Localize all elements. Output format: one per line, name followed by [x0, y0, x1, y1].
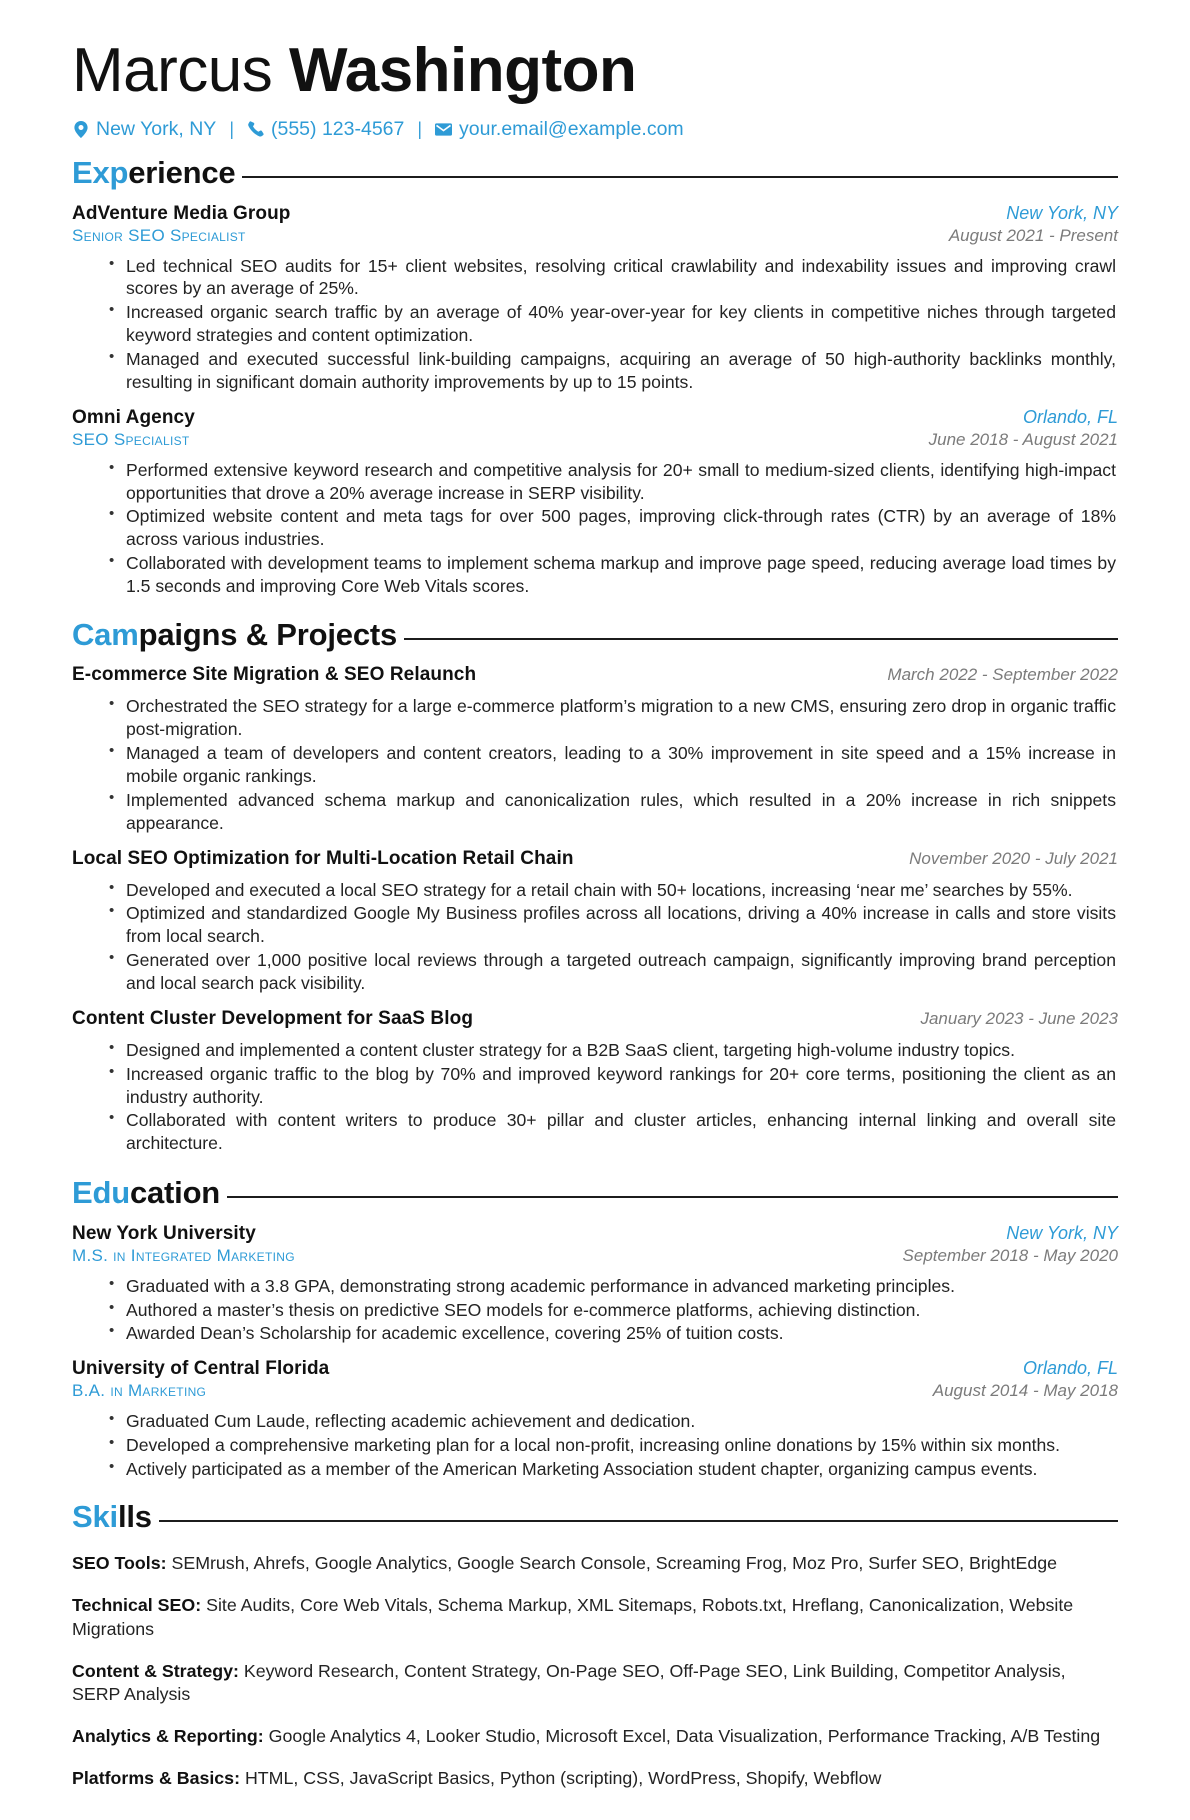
entry-location: New York, NY	[1006, 1222, 1118, 1243]
entry-sub-row	[72, 225, 1118, 246]
bullet-item: • Graduated with a 3.8 GPA, demonstrating strong academic performance in advanced marketing principles.	[126, 1275, 1118, 1298]
project-entry	[72, 1008, 1118, 1155]
bullet-item: • Designed and implemented a content cluster strategy for a B2B SaaS client, targeting high-volume industry topics.	[126, 1039, 1118, 1062]
experience-entry	[72, 203, 1118, 394]
candidate-name	[72, 38, 1118, 105]
project-entry	[72, 664, 1118, 834]
entry-sub-row	[72, 1245, 1118, 1266]
bullet-item: • Collaborated with content writers to produce 30+ pillar and cluster articles, enhancing internal linking and overall site architecture.	[126, 1109, 1118, 1155]
contact-separator-1: |	[229, 118, 234, 139]
contact-phone	[247, 118, 404, 141]
section-education	[72, 1177, 1118, 1481]
section-skills	[72, 1498, 1118, 1790]
entry-top-row	[72, 1223, 1118, 1245]
entry-date: January 2023 - June 2023	[920, 1008, 1118, 1028]
section-experience	[72, 154, 1118, 598]
bullet-item: • Generated over 1,000 positive local reviews through a targeted outreach campaign, significantly improving brand perception and local search pack visibility.	[126, 949, 1118, 995]
experience-entry	[72, 407, 1118, 598]
envelope-icon	[435, 121, 452, 138]
skill-items: Keyword Research, Content Strategy, On-Page SEO, Off-Page SEO, Link Building, Competitor Analysis, SERP Analysis	[72, 1660, 1066, 1704]
entry-organization: AdVenture Media Group	[72, 202, 291, 224]
section-rule	[227, 1196, 1118, 1198]
contact-separator-2: |	[417, 118, 423, 139]
entry-role: SEO Specialist	[72, 429, 190, 449]
entry-top-row	[72, 1008, 1118, 1030]
entry-date: November 2020 - July 2021	[909, 848, 1118, 868]
entry-organization: University of Central Florida	[72, 1358, 330, 1380]
bullet-item: • Optimized and standardized Google My Business profiles across all locations, driving a 40% increase in calls and store visits from local search.	[126, 902, 1118, 948]
bullet-item: • Collaborated with development teams to implement schema markup and improve page speed, reducing average load times by 1.5 seconds and improving Core Web Vitals scores.	[126, 552, 1118, 598]
entry-top-row	[72, 407, 1118, 429]
section-title-rest: paigns & Projects	[138, 616, 398, 652]
contact-line	[72, 118, 1118, 141]
section-title-accent: Exp	[72, 154, 129, 190]
section-heading-experience	[72, 154, 1118, 190]
section-title-accent: Edu	[72, 1175, 130, 1211]
skill-items: Google Analytics 4, Looker Studio, Microsoft Excel, Data Visualization, Performance Tracking, A/B Testing	[268, 1725, 1101, 1746]
entry-top-row	[72, 203, 1118, 225]
skill-group	[72, 1725, 1118, 1748]
bullet-item: • Actively participated as a member of the American Marketing Association student chapter, organizing campus events.	[126, 1458, 1118, 1481]
section-heading-campaigns	[72, 616, 1118, 652]
phone-icon	[247, 121, 264, 138]
section-heading-education	[72, 1177, 1118, 1210]
entry-top-row	[72, 1358, 1118, 1380]
bullet-item: • Led technical SEO audits for 15+ client websites, resolving critical crawlability and indexability issues and improving crawl scores by an average of 25%.	[126, 255, 1118, 301]
entry-organization: Content Cluster Development for SaaS Blog	[72, 1007, 474, 1029]
project-entry	[72, 848, 1118, 995]
section-title-accent: Ski	[72, 1498, 118, 1534]
entry-bullets	[72, 255, 1118, 394]
bullet-item: • Increased organic search traffic by an average of 40% year-over-year for key clients in competitive niches through targeted keyword strategies and content optimization.	[126, 301, 1118, 347]
skill-items: HTML, CSS, JavaScript Basics, Python (scripting), WordPress, Shopify, Webflow	[244, 1768, 882, 1789]
skill-group	[72, 1594, 1118, 1640]
entry-date: June 2018 - August 2021	[928, 429, 1118, 449]
entry-bullets	[72, 1275, 1118, 1346]
entry-degree: M.S. in Integrated Marketing	[72, 1245, 295, 1265]
education-entry	[72, 1223, 1118, 1346]
section-title-rest: lls	[117, 1498, 152, 1534]
entry-organization: Local SEO Optimization for Multi-Location Retail Chain	[72, 847, 574, 869]
location-text: New York, NY	[96, 117, 217, 140]
entry-bullets	[72, 1410, 1118, 1481]
entry-organization: Omni Agency	[72, 406, 195, 428]
bullet-item: • Orchestrated the SEO strategy for a large e-commerce platform’s migration to a new CMS, ensuring zero drop in organic traffic post-migration.	[126, 695, 1118, 741]
email-text: your.email@example.com	[459, 117, 684, 140]
section-rule	[242, 176, 1118, 178]
entry-degree: B.A. in Marketing	[72, 1381, 207, 1401]
bullet-item: • Managed a team of developers and content creators, leading to a 30% improvement in site speed and a 15% increase in mobile organic rankings.	[126, 742, 1118, 788]
bullet-item: • Performed extensive keyword research and competitive analysis for 20+ small to medium-sized clients, identifying high-impact opportunities that drove a 20% average increase in SERP visibility.	[126, 459, 1118, 505]
entry-top-row	[72, 664, 1118, 686]
entry-date: September 2018 - May 2020	[902, 1245, 1118, 1265]
bullet-item: • Developed a comprehensive marketing plan for a local non-profit, increasing online donations by 15% within six months.	[126, 1434, 1118, 1457]
contact-email	[435, 118, 684, 141]
bullet-item: • Optimized website content and meta tags for over 500 pages, improving click-through rates (CTR) by an average of 18% across various industries.	[126, 505, 1118, 551]
bullet-item: • Developed and executed a local SEO strategy for a retail chain with 50+ locations, increasing ‘near me’ searches by 55%.	[126, 879, 1118, 902]
entry-location: New York, NY	[1006, 202, 1118, 223]
skill-group	[72, 1767, 1118, 1790]
entry-top-row	[72, 848, 1118, 870]
section-title-education	[72, 1177, 220, 1210]
entry-bullets	[72, 879, 1118, 995]
bullet-item: • Awarded Dean’s Scholarship for academic excellence, covering 25% of tuition costs.	[126, 1322, 1118, 1345]
contact-location	[72, 118, 216, 141]
last-name: Washington	[289, 36, 637, 105]
entry-date: August 2014 - May 2018	[932, 1381, 1118, 1401]
skill-items: SEMrush, Ahrefs, Google Analytics, Google Search Console, Screaming Frog, Moz Pro, Surfer SEO, BrightEdge	[171, 1553, 1057, 1574]
entry-sub-row	[72, 429, 1118, 450]
education-entry	[72, 1358, 1118, 1481]
bullet-item: • Managed and executed successful link-building campaigns, acquiring an average of 50 high-authority backlinks monthly, resulting in significant domain authority improvements by up to 15 points.	[126, 348, 1118, 394]
skill-category: SEO Tools:	[72, 1553, 167, 1574]
entry-bullets	[72, 459, 1118, 598]
entry-date: March 2022 - September 2022	[887, 665, 1118, 685]
bullet-item: • Graduated Cum Laude, reflecting academic achievement and dedication.	[126, 1410, 1118, 1433]
skill-category: Content & Strategy:	[72, 1660, 239, 1681]
section-title-skills	[72, 1498, 152, 1534]
entry-location: Orlando, FL	[1022, 1358, 1118, 1379]
skill-category: Analytics & Reporting:	[72, 1725, 264, 1746]
bullet-item: • Implemented advanced schema markup and canonicalization rules, which resulted in a 20% increase in rich snippets appearance.	[126, 789, 1118, 835]
map-pin-icon	[72, 121, 89, 138]
bullet-item: • Authored a master’s thesis on predictive SEO models for e-commerce platforms, achieving distinction.	[126, 1299, 1118, 1322]
section-title-campaigns	[72, 616, 398, 652]
section-heading-skills	[72, 1498, 1118, 1534]
section-title-rest: cation	[129, 1175, 221, 1211]
entry-sub-row	[72, 1380, 1118, 1401]
resume-header	[72, 38, 1118, 141]
phone-text: (555) 123-4567	[271, 117, 405, 140]
section-title-accent: Cam	[72, 616, 139, 652]
entry-date: August 2021 - Present	[948, 225, 1118, 245]
skill-category: Technical SEO:	[72, 1595, 202, 1616]
section-title-experience	[72, 154, 236, 190]
bullet-item: • Increased organic traffic to the blog by 70% and improved keyword rankings for 20+ core terms, positioning the client as an industry authority.	[126, 1063, 1118, 1109]
entry-organization: New York University	[72, 1222, 256, 1244]
skill-items: Site Audits, Core Web Vitals, Schema Markup, XML Sitemaps, Robots.txt, Hreflang, Canonicalization, Website Migrations	[72, 1595, 1074, 1639]
section-rule	[404, 638, 1118, 640]
first-name: Marcus	[72, 36, 273, 105]
entry-bullets	[72, 1039, 1118, 1155]
entry-location: Orlando, FL	[1022, 406, 1118, 427]
section-rule	[159, 1520, 1118, 1522]
skill-group	[72, 1552, 1118, 1575]
section-title-rest: erience	[128, 154, 236, 190]
entry-role: Senior SEO Specialist	[72, 225, 246, 245]
skill-category: Platforms & Basics:	[72, 1768, 240, 1789]
section-campaigns	[72, 616, 1118, 1155]
entry-organization: E-commerce Site Migration & SEO Relaunch	[72, 664, 477, 686]
entry-bullets	[72, 695, 1118, 834]
